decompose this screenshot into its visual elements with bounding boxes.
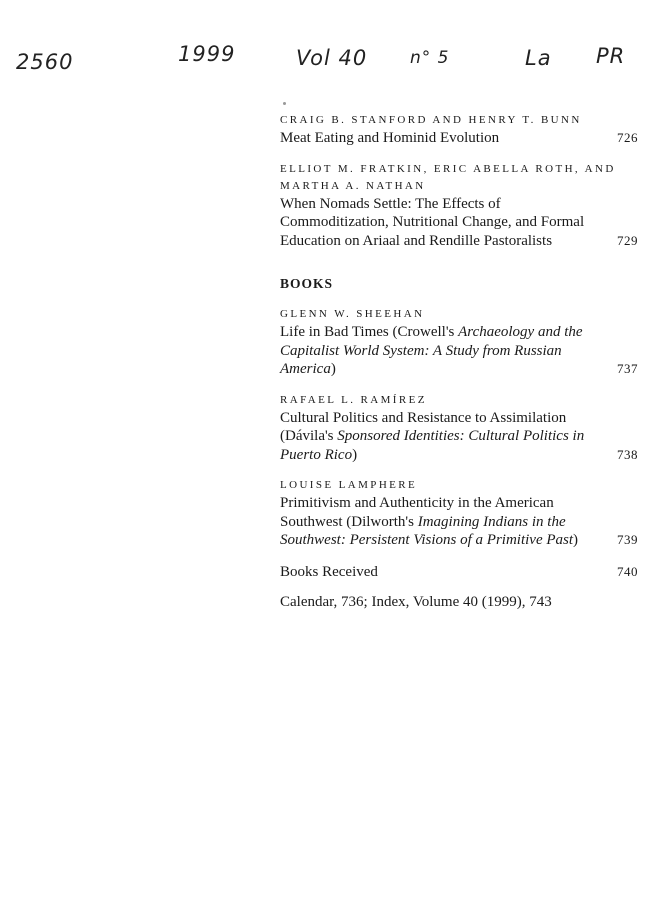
entry-row [280,195,638,251]
entry-title [280,195,596,251]
entry-authors: CRAIG B. STANFORD AND HENRY T. BUNN [280,114,582,126]
entry-page-number: 738 [617,446,638,462]
handwritten-note-4: n° 5 [410,48,450,68]
handwritten-note-1: 2560 [16,50,74,74]
entry-authors: ELLIOT M. FRATKIN, ERIC ABELLA ROTH, AND MARTHA A. NATHAN [280,162,616,192]
speck [283,102,286,105]
entry-authors: LOUISE LAMPHERE [280,479,418,491]
book-entry [280,392,638,465]
handwritten-note-2: 1999 [178,42,236,66]
title-part: Life in Bad Times (Crowell's [280,324,459,340]
books-list [280,306,638,550]
title-italic-part: Imagining Indians in the Southwest: Persistent Visions of a Primitive Past [280,513,574,548]
title-part: Meat Eating and Hominid Evolution [280,130,500,146]
entry-row [280,494,638,550]
entry-row [280,323,638,379]
entry-page-number: 739 [617,532,638,547]
table-of-contents [280,112,638,611]
article-entry [280,112,638,148]
books-received-entry [280,563,638,582]
entry-row [280,129,638,148]
title-italic-part: Sponsored Identities: Cultural Politics in Puerto Rico [280,428,585,463]
entry-title [280,129,596,148]
entry-title [280,323,596,379]
title-part: Cultural Politics and Resistance to Assimilation (Dávila's [280,409,567,444]
entry-title [280,409,596,465]
entry-row [280,409,638,465]
title-part: Primitivism and Authenticity in the American Southwest (Dilworth's [280,495,554,530]
entry-authors: GLENN W. SHEEHAN [280,308,425,320]
books-received-page: 740 [617,563,638,579]
book-entry [280,477,638,550]
books-received-label: Books Received [280,564,378,580]
article-entry [280,161,638,251]
book-entry [280,306,638,379]
calendar-index-line: Calendar, 736; Index, Volume 40 (1999), 743 [280,594,552,610]
entry-authors: RAFAEL L. RAMÍREZ [280,393,427,406]
handwritten-note-5: La [525,46,552,70]
title-part: When Nomads Settle: The Effects of Commoditization, Nutritional Change, and Formal Education on Ariaal and Rendille Pastoralists [280,195,585,249]
entry-title [280,494,596,550]
title-part: ) [352,446,358,463]
handwritten-note-6: PR [596,44,626,68]
entry-page-number: 737 [617,361,638,376]
entry-page-number: 729 [617,232,638,248]
title-italic-part: Archaeology and the Capitalist World System: A Study from Russian America [280,324,583,377]
books-heading: BOOKS [280,276,334,291]
title-part: ) [330,361,336,377]
title-part: ) [573,532,579,548]
articles-list [280,112,638,250]
entry-page-number: 726 [617,130,638,145]
handwritten-note-3: Vol 40 [296,46,368,70]
